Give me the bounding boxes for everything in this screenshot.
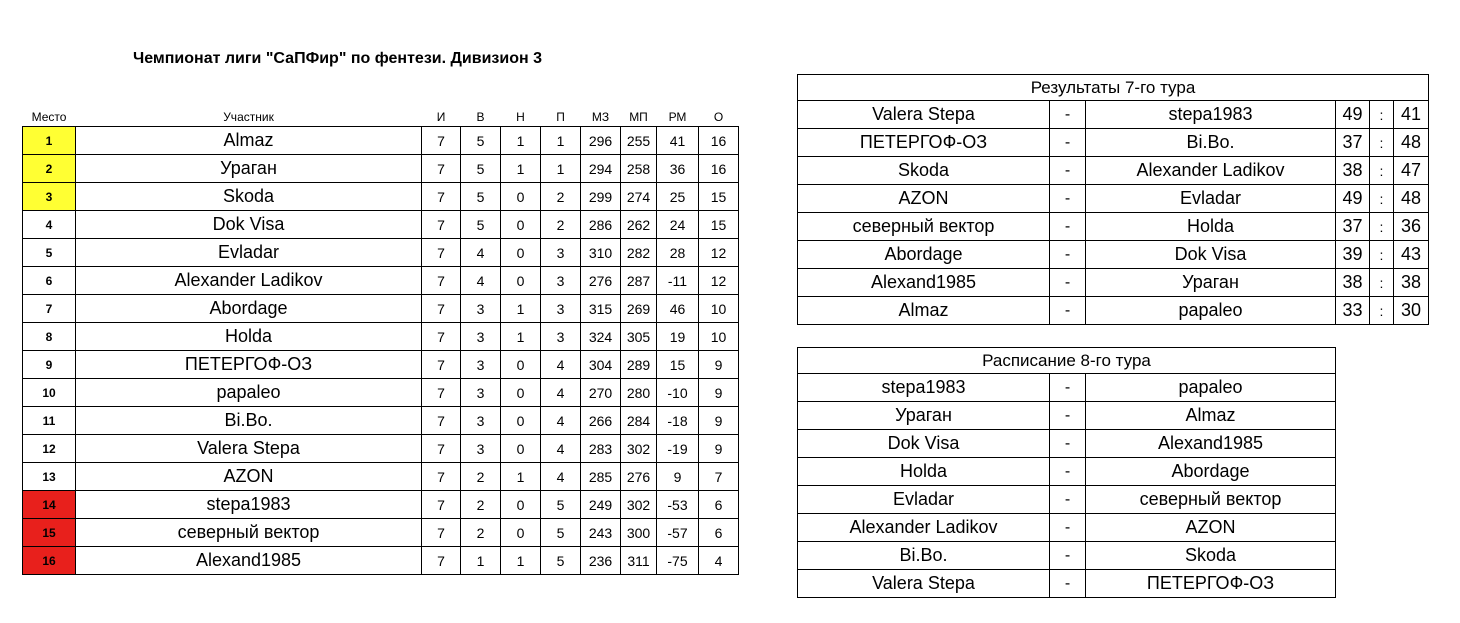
wins-cell: 5 [461, 155, 501, 183]
away-score: 48 [1394, 129, 1429, 157]
home-team: AZON [798, 185, 1050, 213]
points-cell: 16 [699, 127, 739, 155]
points-cell: 6 [699, 491, 739, 519]
away-team: Dok Visa [1086, 241, 1336, 269]
home-team: Almaz [798, 297, 1050, 325]
played-cell: 7 [422, 323, 461, 351]
home-team: Valera Stepa [798, 101, 1050, 129]
away-score: 48 [1394, 185, 1429, 213]
separator: - [1050, 542, 1086, 570]
losses-cell: 5 [541, 547, 581, 575]
played-cell: 7 [422, 295, 461, 323]
away-team: Alexander Ladikov [1086, 157, 1336, 185]
home-team: stepa1983 [798, 374, 1050, 402]
conceded-cell: 262 [621, 211, 657, 239]
diff-cell: -10 [657, 379, 699, 407]
diff-cell: 25 [657, 183, 699, 211]
header-diff: РМ [668, 110, 687, 124]
scored-cell: 285 [581, 463, 621, 491]
home-team: Alexand1985 [798, 269, 1050, 297]
wins-cell: 3 [461, 379, 501, 407]
player-name-cell: Almaz [76, 127, 422, 155]
conceded-cell: 311 [621, 547, 657, 575]
away-team: Evladar [1086, 185, 1336, 213]
away-score: 43 [1394, 241, 1429, 269]
player-name-cell: Abordage [76, 295, 422, 323]
header-place: Место [31, 110, 67, 124]
played-cell: 7 [422, 463, 461, 491]
conceded-cell: 282 [621, 239, 657, 267]
diff-cell: 36 [657, 155, 699, 183]
place-cell: 15 [23, 519, 76, 547]
wins-cell: 3 [461, 435, 501, 463]
points-cell: 9 [699, 435, 739, 463]
diff-cell: -19 [657, 435, 699, 463]
played-cell: 7 [422, 379, 461, 407]
away-team: Skoda [1086, 542, 1336, 570]
home-score: 38 [1336, 157, 1370, 185]
diff-cell: 19 [657, 323, 699, 351]
home-team: Ураган [798, 402, 1050, 430]
played-cell: 7 [422, 211, 461, 239]
home-team: Evladar [798, 486, 1050, 514]
header-points: О [713, 110, 724, 124]
result-row [798, 269, 1429, 297]
header-scored: МЗ [591, 110, 610, 124]
standings-header-row [23, 104, 739, 127]
away-score: 36 [1394, 213, 1429, 241]
place-cell: 16 [23, 547, 76, 575]
conceded-cell: 280 [621, 379, 657, 407]
diff-cell: 41 [657, 127, 699, 155]
scored-cell: 294 [581, 155, 621, 183]
place-cell: 2 [23, 155, 76, 183]
standings-row [23, 183, 739, 211]
away-team: papaleo [1086, 374, 1336, 402]
conceded-cell: 302 [621, 435, 657, 463]
diff-cell: -75 [657, 547, 699, 575]
result-row [798, 101, 1429, 129]
place-cell: 10 [23, 379, 76, 407]
scored-cell: 286 [581, 211, 621, 239]
place-cell: 3 [23, 183, 76, 211]
scored-cell: 299 [581, 183, 621, 211]
place-cell: 8 [23, 323, 76, 351]
diff-cell: -53 [657, 491, 699, 519]
schedule-row [798, 486, 1336, 514]
separator: - [1050, 297, 1086, 325]
place-cell: 12 [23, 435, 76, 463]
wins-cell: 2 [461, 463, 501, 491]
page-title: Чемпионат лиги "СаПФир" по фентези. Дивизион 3 [133, 50, 542, 67]
player-name-cell: северный вектор [76, 519, 422, 547]
wins-cell: 3 [461, 295, 501, 323]
conceded-cell: 274 [621, 183, 657, 211]
header-losses: П [556, 110, 565, 124]
place-cell: 9 [23, 351, 76, 379]
separator: - [1050, 514, 1086, 542]
points-cell: 12 [699, 239, 739, 267]
draws-cell: 0 [501, 351, 541, 379]
scored-cell: 276 [581, 267, 621, 295]
away-team: Abordage [1086, 458, 1336, 486]
player-name-cell: Holda [76, 323, 422, 351]
wins-cell: 3 [461, 323, 501, 351]
standings-row [23, 435, 739, 463]
separator: - [1050, 430, 1086, 458]
standings-row [23, 267, 739, 295]
separator: - [1050, 157, 1086, 185]
schedule-row [798, 514, 1336, 542]
losses-cell: 2 [541, 211, 581, 239]
score-colon: : [1370, 101, 1394, 129]
wins-cell: 4 [461, 239, 501, 267]
draws-cell: 0 [501, 407, 541, 435]
results-caption: Результаты 7-го тура [798, 75, 1429, 101]
draws-cell: 0 [501, 267, 541, 295]
separator: - [1050, 241, 1086, 269]
separator: - [1050, 101, 1086, 129]
schedule-row [798, 430, 1336, 458]
separator: - [1050, 402, 1086, 430]
draws-cell: 0 [501, 435, 541, 463]
home-team: Valera Stepa [798, 570, 1050, 598]
standings-row [23, 155, 739, 183]
home-score: 38 [1336, 269, 1370, 297]
place-cell: 11 [23, 407, 76, 435]
draws-cell: 0 [501, 491, 541, 519]
player-name-cell: Dok Visa [76, 211, 422, 239]
standings-row [23, 379, 739, 407]
away-score: 41 [1394, 101, 1429, 129]
player-name-cell: Alexander Ladikov [76, 267, 422, 295]
standings-row [23, 519, 739, 547]
diff-cell: 9 [657, 463, 699, 491]
away-team: Almaz [1086, 402, 1336, 430]
scored-cell: 270 [581, 379, 621, 407]
losses-cell: 3 [541, 323, 581, 351]
schedule-row [798, 374, 1336, 402]
wins-cell: 3 [461, 351, 501, 379]
player-name-cell: stepa1983 [76, 491, 422, 519]
diff-cell: 24 [657, 211, 699, 239]
player-name-cell: Valera Stepa [76, 435, 422, 463]
wins-cell: 5 [461, 127, 501, 155]
away-team: Bi.Bo. [1086, 129, 1336, 157]
schedule-table [797, 347, 1336, 598]
diff-cell: 15 [657, 351, 699, 379]
player-name-cell: ПЕТЕРГОФ-ОЗ [76, 351, 422, 379]
score-colon: : [1370, 157, 1394, 185]
draws-cell: 0 [501, 519, 541, 547]
away-team: северный вектор [1086, 486, 1336, 514]
played-cell: 7 [422, 351, 461, 379]
losses-cell: 4 [541, 463, 581, 491]
separator: - [1050, 129, 1086, 157]
scored-cell: 236 [581, 547, 621, 575]
place-cell: 5 [23, 239, 76, 267]
separator: - [1050, 185, 1086, 213]
played-cell: 7 [422, 155, 461, 183]
schedule-row [798, 458, 1336, 486]
played-cell: 7 [422, 491, 461, 519]
standings-row [23, 127, 739, 155]
diff-cell: 46 [657, 295, 699, 323]
results-table [797, 74, 1429, 325]
draws-cell: 1 [501, 127, 541, 155]
points-cell: 4 [699, 547, 739, 575]
losses-cell: 1 [541, 155, 581, 183]
away-team: Alexand1985 [1086, 430, 1336, 458]
home-team: Alexander Ladikov [798, 514, 1050, 542]
schedule-caption: Расписание 8-го тура [798, 348, 1336, 374]
played-cell: 7 [422, 239, 461, 267]
schedule-row [798, 542, 1336, 570]
points-cell: 9 [699, 407, 739, 435]
separator: - [1050, 269, 1086, 297]
diff-cell: -57 [657, 519, 699, 547]
scored-cell: 283 [581, 435, 621, 463]
away-score: 47 [1394, 157, 1429, 185]
result-row [798, 297, 1429, 325]
away-team: Holda [1086, 213, 1336, 241]
away-team: stepa1983 [1086, 101, 1336, 129]
losses-cell: 4 [541, 351, 581, 379]
standings-table [22, 104, 739, 575]
standings-row [23, 211, 739, 239]
draws-cell: 0 [501, 239, 541, 267]
player-name-cell: Bi.Bo. [76, 407, 422, 435]
standings-row [23, 351, 739, 379]
scored-cell: 324 [581, 323, 621, 351]
scored-cell: 249 [581, 491, 621, 519]
place-cell: 6 [23, 267, 76, 295]
played-cell: 7 [422, 547, 461, 575]
home-score: 49 [1336, 185, 1370, 213]
score-colon: : [1370, 297, 1394, 325]
header-conceded: МП [629, 110, 648, 124]
diff-cell: -18 [657, 407, 699, 435]
losses-cell: 2 [541, 183, 581, 211]
home-score: 37 [1336, 213, 1370, 241]
draws-cell: 0 [501, 211, 541, 239]
scored-cell: 266 [581, 407, 621, 435]
score-colon: : [1370, 269, 1394, 297]
wins-cell: 1 [461, 547, 501, 575]
header-wins: В [476, 110, 485, 124]
score-colon: : [1370, 129, 1394, 157]
draws-cell: 1 [501, 323, 541, 351]
losses-cell: 1 [541, 127, 581, 155]
standings-row [23, 323, 739, 351]
place-cell: 1 [23, 127, 76, 155]
played-cell: 7 [422, 183, 461, 211]
conceded-cell: 287 [621, 267, 657, 295]
away-team: papaleo [1086, 297, 1336, 325]
points-cell: 15 [699, 211, 739, 239]
points-cell: 12 [699, 267, 739, 295]
losses-cell: 3 [541, 239, 581, 267]
diff-cell: -11 [657, 267, 699, 295]
conceded-cell: 269 [621, 295, 657, 323]
points-cell: 7 [699, 463, 739, 491]
draws-cell: 0 [501, 183, 541, 211]
draws-cell: 1 [501, 463, 541, 491]
draws-cell: 1 [501, 547, 541, 575]
home-team: Bi.Bo. [798, 542, 1050, 570]
player-name-cell: AZON [76, 463, 422, 491]
home-team: северный вектор [798, 213, 1050, 241]
standings-row [23, 239, 739, 267]
home-score: 37 [1336, 129, 1370, 157]
conceded-cell: 300 [621, 519, 657, 547]
conceded-cell: 289 [621, 351, 657, 379]
separator: - [1050, 486, 1086, 514]
wins-cell: 2 [461, 491, 501, 519]
standings-row [23, 463, 739, 491]
losses-cell: 5 [541, 491, 581, 519]
scored-cell: 304 [581, 351, 621, 379]
draws-cell: 1 [501, 295, 541, 323]
away-team: Ураган [1086, 269, 1336, 297]
scored-cell: 296 [581, 127, 621, 155]
played-cell: 7 [422, 127, 461, 155]
losses-cell: 4 [541, 435, 581, 463]
conceded-cell: 305 [621, 323, 657, 351]
place-cell: 7 [23, 295, 76, 323]
home-score: 33 [1336, 297, 1370, 325]
losses-cell: 3 [541, 295, 581, 323]
points-cell: 15 [699, 183, 739, 211]
losses-cell: 4 [541, 407, 581, 435]
draws-cell: 0 [501, 379, 541, 407]
points-cell: 10 [699, 323, 739, 351]
points-cell: 9 [699, 379, 739, 407]
wins-cell: 5 [461, 183, 501, 211]
score-colon: : [1370, 185, 1394, 213]
player-name-cell: Alexand1985 [76, 547, 422, 575]
wins-cell: 4 [461, 267, 501, 295]
home-team: Dok Visa [798, 430, 1050, 458]
points-cell: 9 [699, 351, 739, 379]
away-team: AZON [1086, 514, 1336, 542]
home-team: Skoda [798, 157, 1050, 185]
place-cell: 13 [23, 463, 76, 491]
separator: - [1050, 570, 1086, 598]
away-score: 38 [1394, 269, 1429, 297]
standings-row [23, 547, 739, 575]
header-draws: Н [516, 110, 525, 124]
wins-cell: 5 [461, 211, 501, 239]
diff-cell: 28 [657, 239, 699, 267]
played-cell: 7 [422, 435, 461, 463]
separator: - [1050, 213, 1086, 241]
played-cell: 7 [422, 519, 461, 547]
separator: - [1050, 374, 1086, 402]
home-team: Abordage [798, 241, 1050, 269]
conceded-cell: 276 [621, 463, 657, 491]
score-colon: : [1370, 213, 1394, 241]
home-score: 49 [1336, 101, 1370, 129]
away-team: ПЕТЕРГОФ-ОЗ [1086, 570, 1336, 598]
points-cell: 10 [699, 295, 739, 323]
player-name-cell: Evladar [76, 239, 422, 267]
scored-cell: 315 [581, 295, 621, 323]
points-cell: 6 [699, 519, 739, 547]
points-cell: 16 [699, 155, 739, 183]
draws-cell: 1 [501, 155, 541, 183]
player-name-cell: papaleo [76, 379, 422, 407]
losses-cell: 5 [541, 519, 581, 547]
scored-cell: 310 [581, 239, 621, 267]
schedule-row [798, 570, 1336, 598]
home-team: Holda [798, 458, 1050, 486]
score-colon: : [1370, 241, 1394, 269]
conceded-cell: 302 [621, 491, 657, 519]
result-row [798, 241, 1429, 269]
place-cell: 14 [23, 491, 76, 519]
away-score: 30 [1394, 297, 1429, 325]
standings-row [23, 491, 739, 519]
played-cell: 7 [422, 267, 461, 295]
scored-cell: 243 [581, 519, 621, 547]
result-row [798, 157, 1429, 185]
home-score: 39 [1336, 241, 1370, 269]
player-name-cell: Skoda [76, 183, 422, 211]
standings-row [23, 407, 739, 435]
separator: - [1050, 458, 1086, 486]
header-player: Участник [223, 110, 274, 124]
place-cell: 4 [23, 211, 76, 239]
wins-cell: 2 [461, 519, 501, 547]
home-team: ПЕТЕРГОФ-ОЗ [798, 129, 1050, 157]
losses-cell: 3 [541, 267, 581, 295]
losses-cell: 4 [541, 379, 581, 407]
player-name-cell: Ураган [76, 155, 422, 183]
result-row [798, 185, 1429, 213]
played-cell: 7 [422, 407, 461, 435]
schedule-row [798, 402, 1336, 430]
conceded-cell: 258 [621, 155, 657, 183]
conceded-cell: 255 [621, 127, 657, 155]
wins-cell: 3 [461, 407, 501, 435]
standings-row [23, 295, 739, 323]
result-row [798, 213, 1429, 241]
result-row [798, 129, 1429, 157]
conceded-cell: 284 [621, 407, 657, 435]
header-played: И [436, 110, 446, 124]
